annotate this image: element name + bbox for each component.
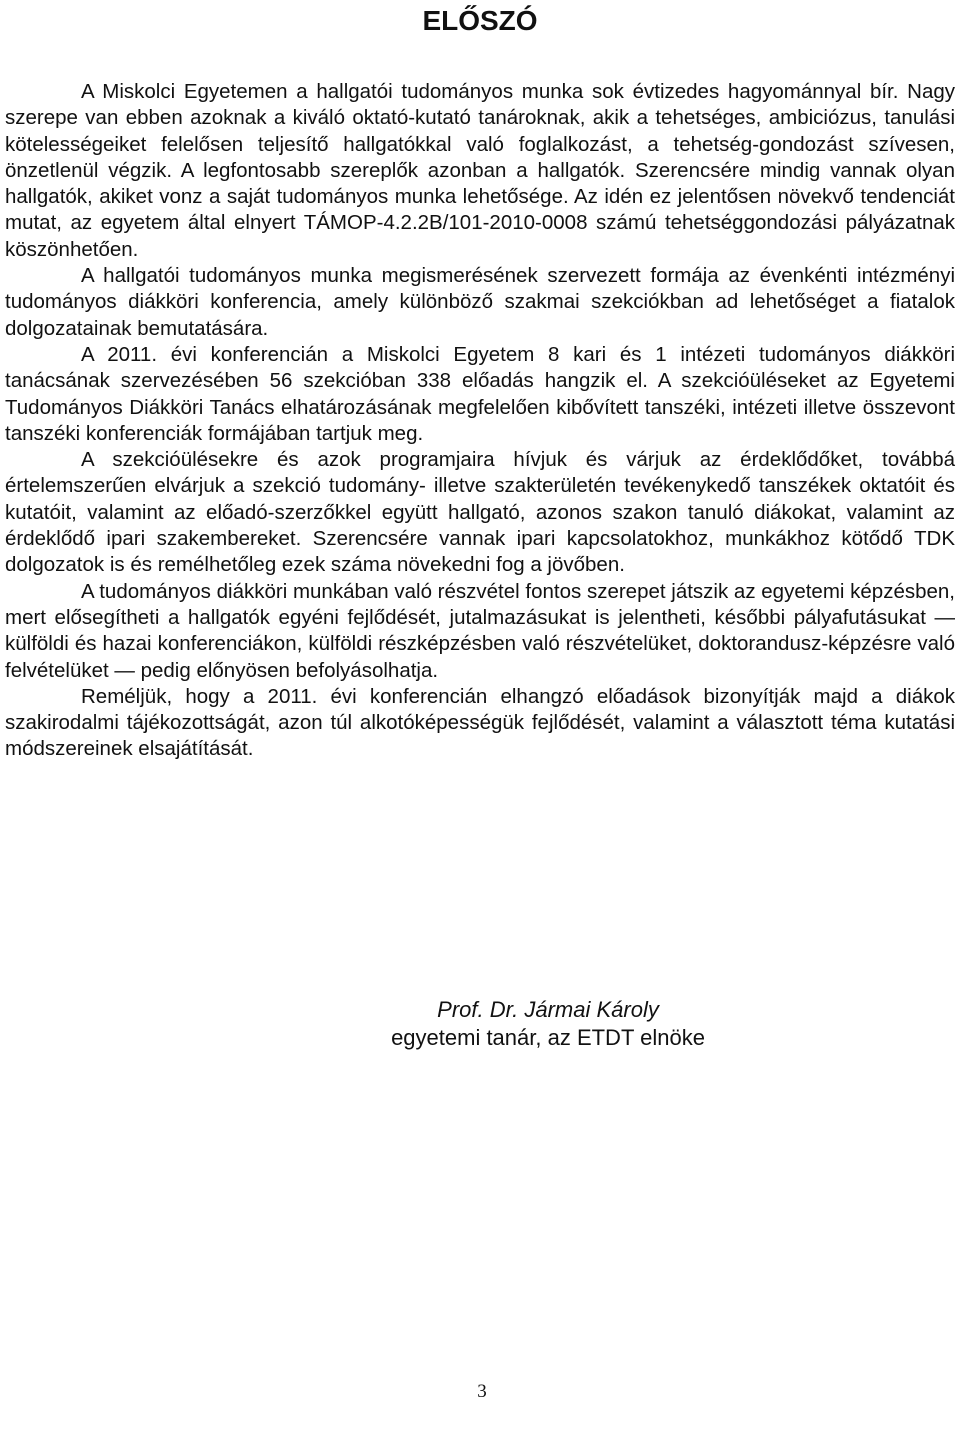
signature-name: Prof. Dr. Jármai Károly: [437, 997, 659, 1022]
signature-role: egyetemi tanár, az ETDT elnöke: [391, 1025, 705, 1050]
paragraph-3: A 2011. évi konferencián a Miskolci Egyetem 8 kari és 1 intézeti tudományos diákköri tanácsának szervezésében 56 szekcióban 338 előadás hangzik el. A szekcióüléseket az Egyetemi Tudományos Diákköri Tanács elhatározásának megfelelően kibővített tanszéki, intézeti illetve összevont tanszéki konferenciák formájában tartjuk meg.: [5, 342, 955, 445]
paragraph-4: A szekcióülésekre és azok programjaira hívjuk és várjuk az érdeklődőket, továbbá értelemszerűen elvárjuk a szekció tudomány- illetve szakterületén tevékenykedő tanszékek oktatóit és kutatóit, valamint az előadó-szerzőkkel együtt hallgató, azonos szakon tanuló diákokat, valamint az érdeklődő ipari szakembereket. Szerencsére vannak ipari kapcsolatokhoz, munkákhoz kötődő TDK dolgozatok is és remélhetőleg ezek száma növekedni fog a jövőben.: [5, 448, 955, 577]
preface-body: [5, 79, 955, 763]
paragraph-6: Reméljük, hogy a 2011. évi konferencián elhangzó előadások bizonyítják majd a diákok szakirodalmi tájékozottságát, azon túl alkotóképességük fejlődését, valamint a választott téma kutatási módszereinek elsajátítását.: [5, 684, 955, 761]
page-number: 3: [477, 1381, 487, 1402]
paragraph-1: A Miskolci Egyetemen a hallgatói tudományos munka sok évtizedes hagyománnyal bír. Nagy szerepe van ebben azoknak a kiváló oktató-kutató tanároknak, akik a tehetséges, ambiciózus, tanulási kötelességeiket felelősen teljesítő hallgatókkal való foglalkozást, a tehetség-gondozást szívesen, önzetlenül végzik. A legfontosabb szereplők azonban a hallgatók. Szerencsére mindig vannak olyan hallgatók, akiket vonz a saját tudományos munka lehetősége. Az idén ez jelentősen növekvő tendenciát mutat, az egyetem által elnyert TÁMOP-4.2.2B/101-2010-0008 számú tehetséggondozási pályázatnak köszönhetően.: [5, 80, 955, 261]
signature-block: [0, 996, 960, 1052]
page-title: ELŐSZÓ: [422, 5, 538, 36]
paragraph-2: A hallgatói tudományos munka megismerésének szervezett formája az évenkénti intézményi tudományos diákköri konferencia, amely különböző szakmai szekciókban ad lehetőséget a fiatalok dolgozatainak bemutatására.: [5, 264, 955, 340]
paragraph-5: A tudományos diákköri munkában való részvétel fontos szerepet játszik az egyetemi képzésben, mert elősegítheti a hallgatók egyéni fejlődését, jutalmazásukat is jelentheti, későbbi pályafutásukat — külföldi és hazai konferenciákon, külföldi részképzésben való részvételüket, doktorandusz-képzésre való felvételüket — pedig előnyösen befolyásolhatja.: [5, 579, 955, 682]
